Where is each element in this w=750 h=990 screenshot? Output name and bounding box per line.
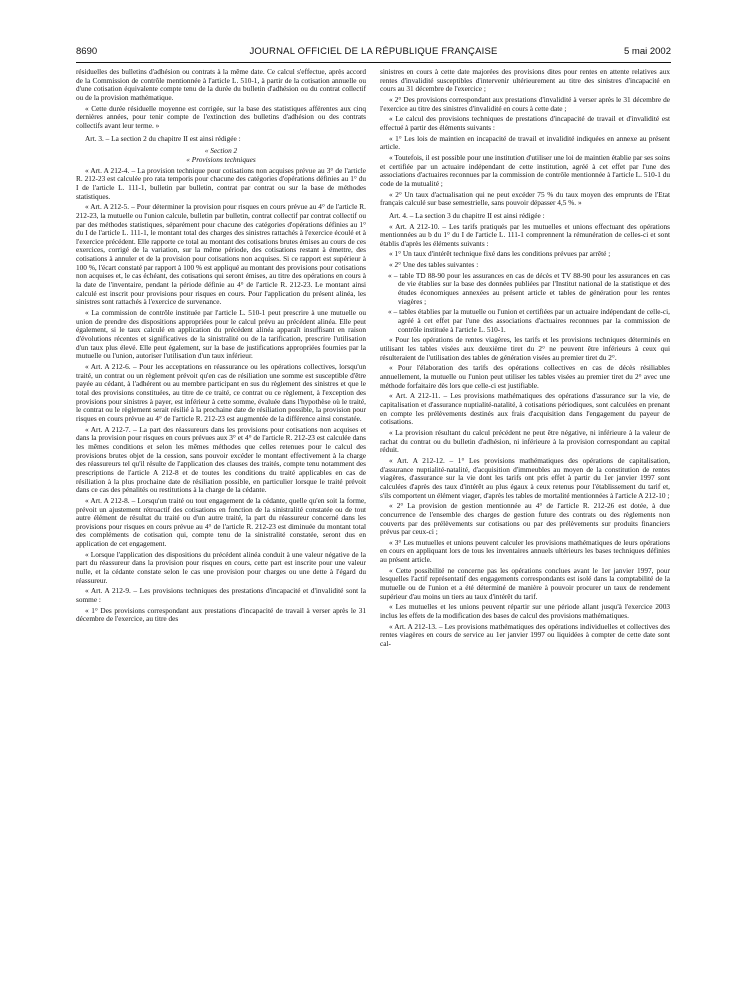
paragraph: « 1° Des provisions correspondant aux prestations d'incapacité de travail à verser après le 31 décembre de l'exercice, au titre des (76, 605, 366, 624)
paragraph: « Cette possibilité ne concerne pas les opérations conclues avant le 1er janvier 1997, pour lesquelles l'actif représentatif des engagements correspondants est isolé dans la comptabilité de la mutuelle ou de l'union et a été déterminé de manière à pouvoir procurer un taux de rendement supérieur d'au moins un tiers au taux d'intérêt du tarif. (380, 565, 670, 601)
paragraph: « Art. A 212-6. – Pour les acceptations en réassurance ou les opérations collectives, lorsqu'un traité, un contrat ou un règlement prévoit qu'en cas de résiliation une somme est susceptible d'être payée au cédant, à l'adhérent ou au membre participant en sus du règlement des sinistres et que le total des provisions constituées, au titre de ce traité, ce contrat ou ce règlement, à l'exception des provisions pour sinistres à payer, est inférieur à cette somme, évaluée dans l'hypothèse où le traité, le contrat ou le règlement serait résilié à la prochaine date de résiliation possible, la provision pour risques en cours prévue au 4° de l'article R. 212-23 est augmentée de la différence ainsi constatée. (76, 362, 366, 423)
article-heading: Art. 4. – La section 3 du chapitre II est ainsi rédigée : (389, 210, 545, 220)
paragraph: « Art. A 212-12. – 1° Les provisions mathématiques des opérations de capitalisation, d'assurance nuptialité-natalité, d'acquisition d'immeubles au moyen de la constitution de rentes viagères, d'assurance sur la vie dont les tarifs ont pris effet à partir du 1er janvier 1997 sont calculées d'après des taux d'intérêt au plus égaux à ceux retenus pour l'établissement du tarif et, s'ils comportent un élément viager, d'après les tables de mortalité mentionnées à l'article A 212-10 ; (380, 455, 670, 500)
paragraph: « 1° Un taux d'intérêt technique fixé dans les conditions prévues par arrêté ; (389, 249, 611, 259)
list-item: « – tables établies par la mutuelle ou l'union et certifiées par un actuaire indépendant de celle-ci, agréé à cet effet par l'une des associations d'actuaires reconnues par la commission de contrôle instituée à l'article L. 510-1. (388, 307, 670, 334)
paragraph: « Les mutuelles et les unions peuvent répartir sur une période allant jusqu'à l'exercice 2003 inclus les effets de la modification des bases de calcul des provisions mathématiques. (380, 602, 670, 621)
paragraph: « La commission de contrôle instituée par l'article L. 510-1 peut prescrire à une mutuelle ou union de prendre des dispositions appropriées pour le calcul prévu au précédent alinéa. Elle peut également, si le taux calculé en application du précédent alinéa apparaît insuffisant en raison d'évolutions récentes et significatives de la sinistralité ou de la tarification, prescrire l'utilisation d'un taux plus élevé. Elle peut également, sur la base de justifications appropriées fournies par la mutuelle ou l'union, autoriser l'utilisation d'un taux inférieur. (76, 308, 366, 361)
publication-date: 5 mai 2002 (623, 46, 671, 57)
page-header (76, 46, 671, 60)
paragraph: « Art. A 212-8. – Lorsqu'un traité ou tout engagement de la cédante, quelle qu'en soit la forme, prévoit un ajustement rétroactif des cotisations en fonction de la sinistralité constatée ou de tout autre élément de résultat du traité ou d'un autre traité, la part du réassureur concerné dans les provisions pour risques en cours prévue au 4° de l'article R. 212-23 est diminuée du montant total des compléments de cotisation qui, compte tenu de la sinistralité constatée, seront dus en application de cet engagement. (76, 495, 366, 549)
paragraph: résiduelles des bulletins d'adhésion ou contrats à la même date. Ce calcul s'effectue, après accord de la Commission de contrôle mentionnée à l'article L. 510-1, à partir de la cotisation annuelle ou d'une cotisation équivalente compte tenu de la durée du bulletin d'adhésion ou du contrat collectif ou de la provision mathématique. (76, 67, 366, 102)
paragraph: « 2° Des provisions correspondant aux prestations d'invalidité à verser après le 31 décembre de l'exercice au titre des sinistres d'invalidité en cours à cette date ; (380, 94, 670, 113)
paragraph: « Art. A 212-4. – La provision technique pour cotisations non acquises prévue au 3° de l'article R. 212-23 est calculée pro rata temporis pour chacune des catégories d'opérations définies au 1° du I de l'article L. 111-1, bulletin par bulletin, contrat par contrat ou sur la base de méthodes statistiques. (76, 165, 366, 201)
paragraph: « 2° Un taux d'actualisation qui ne peut excéder 75 % du taux moyen des emprunts de l'Etat français calculé sur base semestrielle, sans pouvoir dépasser 4,5 %. » (380, 189, 670, 208)
left-column (76, 68, 366, 626)
paragraph: sinistres en cours à cette date majorées des provisions dites pour rentes en attente relatives aux rentes d'invalidité susceptibles d'intervenir ultérieurement au titre des sinistres d'incapacité en cours au 31 décembre de l'exercice ; (380, 67, 670, 94)
paragraph: « Lorsque l'application des dispositions du précédent alinéa conduit à une valeur négative de la part du réassureur dans la provision pour risques en cours, cette part est inscrite pour une valeur nulle, et la cédante constate selon le cas une provision pour charges ou une dette à l'égard du réassureur. (76, 549, 366, 585)
paragraph: « Le calcul des provisions techniques de prestations d'incapacité de travail et d'invalidité est effectué à partir des éléments suivants : (380, 114, 670, 132)
section-subtitle: « Provisions techniques (186, 154, 256, 164)
right-column (380, 68, 670, 651)
section-title: « Section 2 (204, 146, 238, 156)
paragraph: « Art. A 212-7. – La part des réassureurs dans les provisions pour cotisations non acquises et dans la provision pour risques en cours prévues aux 3° et 4° de l'article R. 212-23 est calculée dans les mêmes conditions et selon les mêmes méthodes que celles retenues pour le calcul des provisions brutes objet de la cession, sans pouvoir excéder le montant effectivement à la charge des réassureurs tel qu'il résulte de l'application des clauses des traités, compte tenu notamment des prescriptions de l'article A 212-8 et de toutes les conditions du traité applicables en cas de résiliation à la plus prochaine date de résiliation possible, en particulier lorsque le traité prévoit dans ce cas des pénalités ou restitutions à la charge de la cédante. (76, 424, 366, 495)
paragraph: « Pour les opérations de rentes viagères, les tarifs et les provisions techniques déterminés en utilisant les tables visées aux deuxième tiret du 2° ne peuvent être inférieurs à ceux qui résulteraient de l'utilisation des tables de génération visées au premier tiret du 2°. (380, 335, 670, 362)
paragraph: « La provision résultant du calcul précédent ne peut être négative, ni inférieure à la valeur de rachat du contrat ou du bulletin d'adhésion, ni inférieure à la provision correspondant au capital réduit. (380, 427, 670, 455)
paragraph: « Art. A 212-5. – Pour déterminer la provision pour risques en cours prévue au 4° de l'article R. 212-23, la mutuelle ou l'union calcule, bulletin par bulletin, contrat collectif par contrat collectif ou par des méthodes statistiques, séparément pour chacune des catégories d'opérations définies au 1° du I de l'article L. 111-1, le montant total des charges des sinistres rattachés à l'exercice écoulé et à l'exercice précédent. Elle rapporte ce total au montant des cotisations brutes émises au cours de ces exercices, corrigé de la variation, sur la même période, des cotisations restant à émettre, des cotisations à annuler et de la provision pour cotisations non acquises. Si ce rapport est supérieur à 100 %, l'écart constaté par rapport à 100 % est appliqué au montant des provisions pour cotisations non acquises et, le cas échéant, des cotisations qui seront émises, au titre des opérations en cours à la date de l'inventaire, pendant la période définie au 4° de l'article R. 212-23. Le montant ainsi calculé est inscrit pour provisions pour risques en cours. Pour l'application du présent alinéa, les sinistres sont rattachés à l'exercice de survenance. (76, 202, 366, 307)
journal-title: JOURNAL OFFICIEL DE LA RÉPUBLIQUE FRANÇAISE (249, 46, 498, 57)
paragraph: « Pour l'élaboration des tarifs des opérations collectives en cas de décès résiliables annuellement, la mutuelle ou l'union peut utiliser les tables visées au premier tiret du 2° avec une méthode forfaitaire dès lors que celle-ci est justifiable. (380, 363, 670, 390)
paragraph: « Toutefois, il est possible pour une institution d'utiliser une loi de maintien établie par ses soins et certifiée par un actuaire indépendant de cette institution, agréé à cet effet par l'une des associations d'actuaires reconnues par la commission de contrôle mentionnée à l'article L. 510-1 du code de la mutualité ; (380, 152, 670, 188)
article-heading: Art. 3. – La section 2 du chapitre II est ainsi rédigée : (85, 133, 241, 143)
paragraph: « Art. A 212-11. – Les provisions mathématiques des opérations d'assurance sur la vie, de capitalisation et d'assurance nuptialité-natalité, à cotisations périodiques, sont calculées en prenant en compte les prélèvements destinés aux frais d'acquisition dans l'engagement du payeur de cotisations. (380, 391, 670, 427)
paragraph: « Art. A 212-13. – Les provisions mathématiques des opérations individuelles et collectives des rentes viagères en cours de service au 1er janvier 1997 ou liquidées à compter de cette date sont cal- (380, 621, 670, 649)
page-number: 8690 (76, 46, 98, 57)
header-rule (76, 62, 671, 63)
paragraph: « Art. A 212-9. – Les provisions techniques des prestations d'incapacité et d'invalidité sont la somme : (76, 586, 366, 605)
paragraph: « 3° Les mutuelles et unions peuvent calculer les provisions mathématiques de leurs opérations en cours en appliquant lors de tous les inventaires annuels ultérieurs les bases techniques définies au présent article. (380, 537, 670, 565)
paragraph: « Cette durée résiduelle moyenne est corrigée, sur la base des statistiques afférentes aux cinq dernières années, pour tenir compte de l'extinction des bulletins d'adhésion ou des contrats collectifs avant leur terme. » (76, 103, 366, 130)
paragraph: « 1° Les lois de maintien en incapacité de travail et invalidité indiquées en annexe au présent article. (380, 133, 670, 152)
paragraph: « 2° Une des tables suivantes : (389, 260, 479, 270)
paragraph: « 2° La provision de gestion mentionnée au 4° de l'article R. 212-26 est dotée, à due concurrence de l'ensemble des charges de gestion future des contrats ou des règlements non couverts par des prélèvements sur cotisations ou par des prélèvements sur produits financiers prévus par ceux-ci ; (380, 501, 670, 537)
paragraph: « Art. A 212-10. – Les tarifs pratiqués par les mutuelles et unions effectuant des opérations mentionnées au b du 1° du I de l'article L. 111-1 comprennent la rémunération de celles-ci et sont établis d'après les éléments suivants : (380, 221, 670, 248)
list-item: « – table TD 88-90 pour les assurances en cas de décès et TV 88-90 pour les assurances en cas de vie établies sur la base des données publiées par l'Institut national de la statistique et des études économiques annexées au présent article et tables de génération pour les rentes viagères ; (388, 270, 670, 306)
